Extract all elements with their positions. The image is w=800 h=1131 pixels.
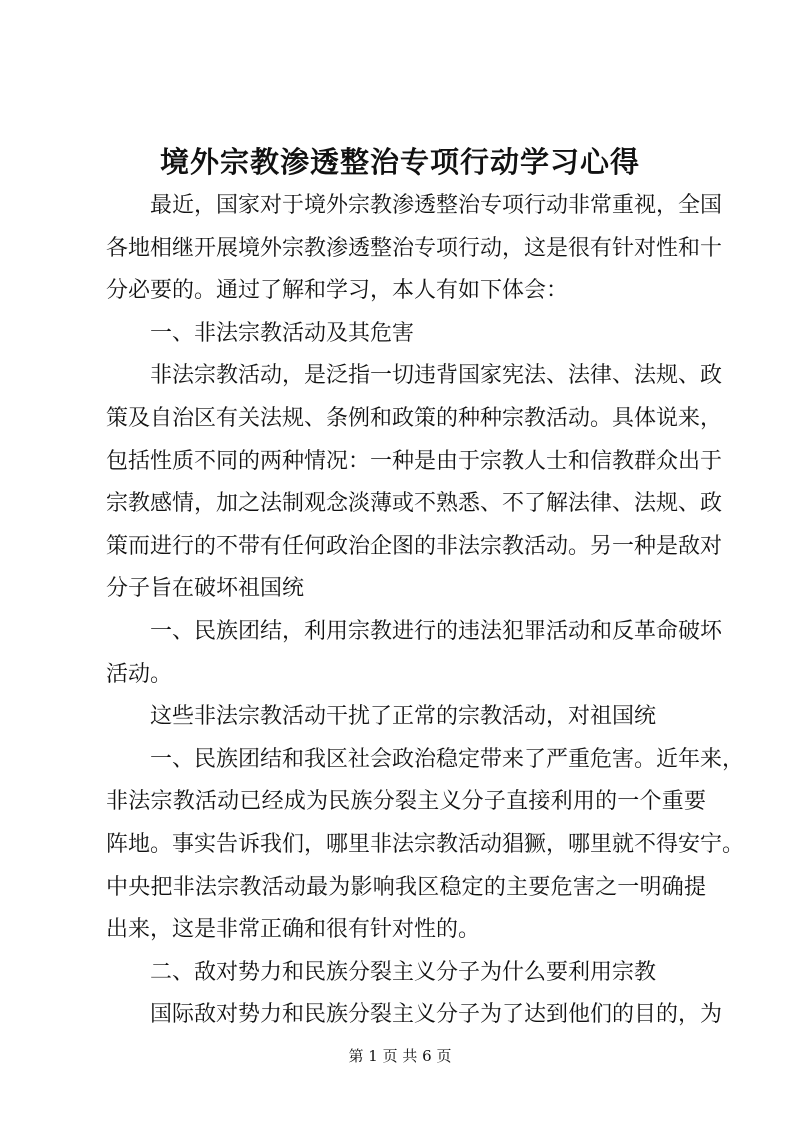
section-heading: 一、非法宗教活动及其危害	[150, 321, 415, 346]
page-number-footer: 第 1 页 共 6 页	[348, 1047, 452, 1065]
section-heading: 二、敌对势力和民族分裂主义分子为什么要利用宗教	[150, 960, 657, 985]
paragraph-line: 一、民族团结和我区社会政治稳定带来了严重危害。近年来，	[150, 747, 745, 772]
paragraph-line: 包括性质不同的两种情况：一种是由于宗教人士和信教群众出于	[106, 449, 723, 474]
paragraph-line: 非法宗教活动，是泛指一切违背国家宪法、法律、法规、政	[150, 363, 723, 388]
paragraph-line: 分必要的。通过了解和学习，本人有如下体会：	[106, 278, 569, 303]
paragraph-line: 各地相继开展境外宗教渗透整治专项行动，这是很有针对性和十	[106, 236, 723, 261]
paragraph-line: 非法宗教活动已经成为民族分裂主义分子直接利用的一个重要	[106, 789, 706, 814]
document-title: 境外宗教渗透整治专项行动学习心得	[159, 145, 640, 179]
paragraph-line: 中央把非法宗教活动最为影响我区稳定的主要危害之一明确提	[106, 875, 706, 900]
paragraph-line: 宗教感情，加之法制观念淡薄或不熟悉、不了解法律、法规、政	[106, 491, 723, 516]
paragraph-line: 出来，这是非常正确和很有针对性的。	[106, 917, 481, 942]
paragraph-line: 一、民族团结，利用宗教进行的违法犯罪活动和反革命破坏	[150, 619, 723, 644]
paragraph-line: 分子旨在破坏祖国统	[106, 576, 305, 601]
paragraph-line: 策及自治区有关法规、条例和政策的种种宗教活动。具体说来，	[106, 406, 723, 431]
paragraph-line: 策而进行的不带有任何政治企图的非法宗教活动。另一种是敌对	[106, 534, 723, 559]
paragraph-line: 最近，国家对于境外宗教渗透整治专项行动非常重视，全国	[150, 193, 723, 218]
paragraph-line: 国际敌对势力和民族分裂主义分子为了达到他们的目的，为	[150, 1002, 723, 1027]
paragraph-line: 活动。	[106, 662, 173, 687]
paragraph-line: 阵地。事实告诉我们，哪里非法宗教活动猖獗，哪里就不得安宁。	[106, 832, 745, 857]
paragraph-line: 这些非法宗教活动干扰了正常的宗教活动，对祖国统	[150, 704, 657, 729]
